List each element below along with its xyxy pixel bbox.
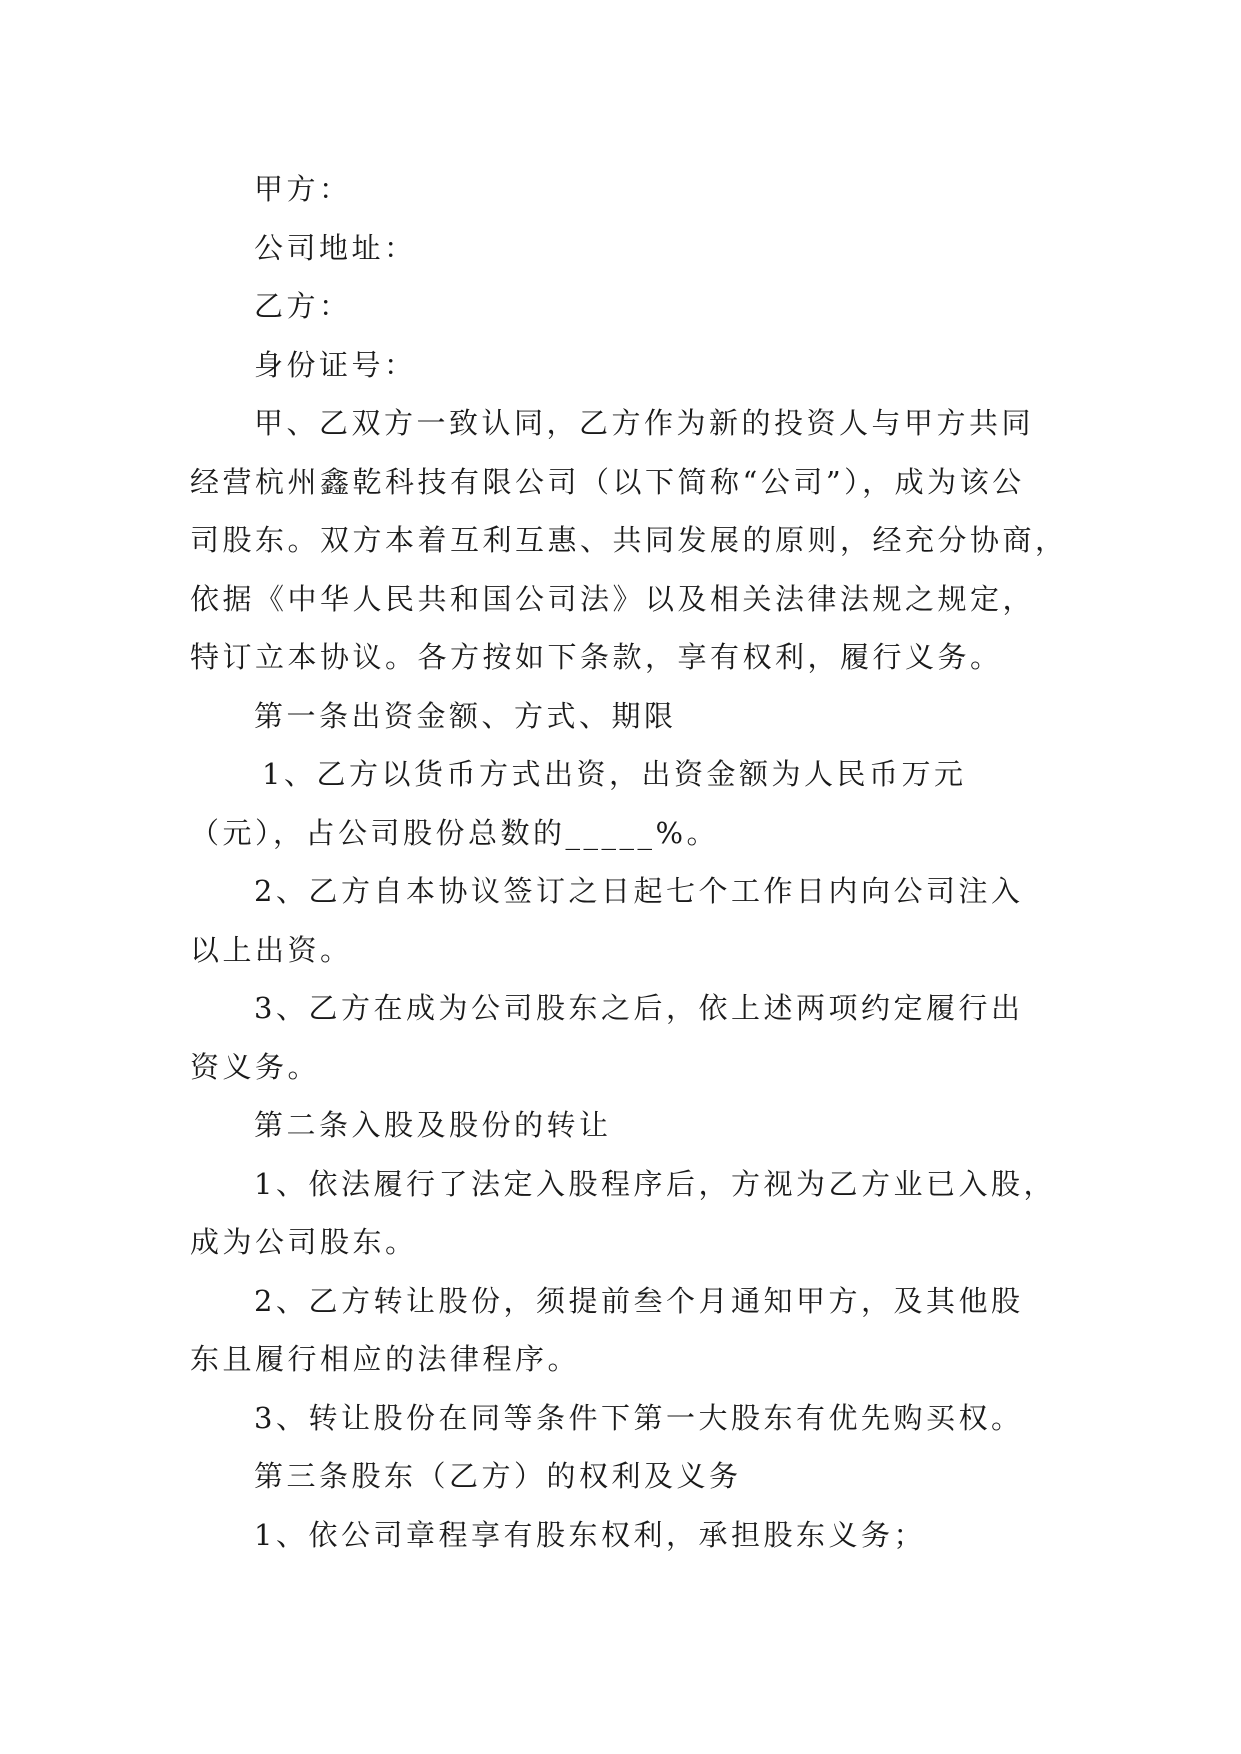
text-line: 资义务。	[190, 1049, 321, 1084]
text-line: 特订立本协议。各方按如下条款，享有权利，履行义务。	[190, 640, 1003, 674]
text-line: 甲、乙双方一致认同，乙方作为新的投资人与甲方共同	[254, 406, 1035, 440]
party-b-line: 乙方：	[254, 289, 352, 323]
text-line: 以上出资。	[190, 932, 353, 967]
text-line: 东且履行相应的法律程序。	[190, 1342, 581, 1376]
text-line: 3、乙方在成为公司股东之后，依上述两项约定履行出	[254, 991, 1024, 1025]
article-2-clause-3: 3、转让股份在同等条件下第一大股东有优先购买权。	[254, 1400, 1024, 1435]
document-page	[190, 160, 1068, 1564]
text-line: 2、乙方自本协议签订之日起七个工作日内向公司注入	[254, 874, 1024, 908]
text-line: 1、乙方以货币方式出资，出资金额为人民币万元	[262, 757, 967, 791]
text-line: （元），占公司股份总数的_____%。	[190, 815, 720, 850]
article-3-heading: 第三条股东（乙方）的权利及义务	[254, 1459, 742, 1493]
article-3-clause-1: 1、依公司章程享有股东权利，承担股东义务；	[254, 1517, 926, 1552]
article-1-clause-2	[190, 862, 1060, 979]
preamble-paragraph	[190, 394, 1068, 687]
article-2-clause-1	[190, 1155, 1060, 1272]
text-line: 经营杭州鑫乾科技有限公司（以下简称“公司”），成为该公	[190, 464, 1025, 499]
article-2-heading: 第二条入股及股份的转让	[254, 1108, 612, 1142]
party-a-line: 甲方：	[254, 172, 352, 206]
text-line: 依据《中华人民共和国公司法》以及相关法律法规之规定，	[190, 581, 1036, 616]
article-1-heading: 第一条出资金额、方式、期限	[254, 698, 677, 733]
text-line: 1、依法履行了法定入股程序后，方视为乙方业已入股，	[254, 1166, 1056, 1201]
article-1-clause-1	[190, 745, 1060, 862]
article-1-clause-3	[190, 979, 1060, 1096]
article-2-clause-2	[190, 1272, 1060, 1389]
company-address-line: 公司地址：	[254, 230, 417, 265]
text-line: 成为公司股东。	[190, 1225, 418, 1259]
text-line: 司股东。双方本着互利互惠、共同发展的原则，经充分协商，	[190, 523, 1068, 557]
text-line: 2、乙方转让股份，须提前叁个月通知甲方，及其他股	[254, 1283, 1024, 1318]
id-number-line: 身份证号：	[254, 347, 417, 382]
